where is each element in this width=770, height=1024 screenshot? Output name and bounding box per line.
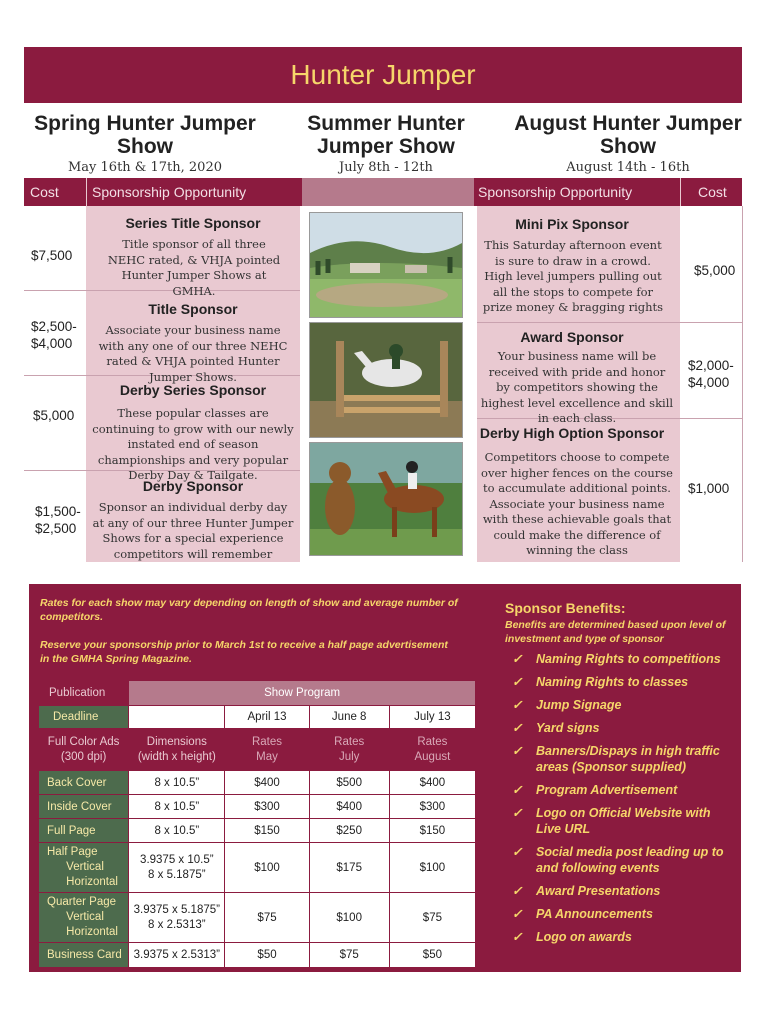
show-title-august: August Hunter Jumper Show xyxy=(514,112,742,158)
show-date-august: August 14th - 16th xyxy=(566,160,690,175)
right-cost-header: Cost xyxy=(698,184,727,200)
page-title: Hunter Jumper xyxy=(290,59,476,90)
check-icon: ✓ xyxy=(512,783,523,797)
ad-type-label: Quarter Page Vertical Horizontal xyxy=(39,893,129,943)
show-title-summer: Summer Hunter Jumper Show xyxy=(307,112,465,158)
landscape-photo xyxy=(309,212,463,318)
left-row-title: Derby Series Sponsor xyxy=(119,382,267,398)
reserve-note: Reserve your sponsorship prior to March 1st to receive a half page advertisement in the GMHA Spring Magazine. xyxy=(40,639,448,665)
check-icon: ✓ xyxy=(512,652,523,666)
ad-rate: $100 xyxy=(309,893,389,943)
benefit-item: ✓ Social media post leading up to and following events xyxy=(512,845,724,875)
left-row-title: Title Sponsor xyxy=(148,301,238,317)
photo-header-spacer xyxy=(302,178,474,206)
right-row-cost: $5,000 xyxy=(694,263,736,278)
rate-header: Rates May xyxy=(225,729,309,771)
ad-rate: $50 xyxy=(389,943,475,968)
ad-type-label: Full Page xyxy=(39,819,129,843)
check-icon: ✓ xyxy=(512,721,523,735)
ad-rate: $75 xyxy=(225,893,309,943)
right-opp-header: Sponsorship Opportunity xyxy=(478,184,633,200)
show-date-spring: May 16th & 17th, 2020 xyxy=(67,160,222,175)
rate-header: Rates August xyxy=(389,729,475,771)
ad-rate: $150 xyxy=(225,819,309,843)
ad-type-label: Back Cover xyxy=(39,771,129,795)
benefit-item: ✓ Logo on awards xyxy=(512,930,632,944)
dimensions-label: Dimensions (width x height) xyxy=(129,729,225,771)
horse-bear-photo xyxy=(309,442,463,556)
ad-rate: $400 xyxy=(389,771,475,795)
ad-rate: $300 xyxy=(225,795,309,819)
ad-rate: $75 xyxy=(309,943,389,968)
ad-rate: $100 xyxy=(225,843,309,893)
benefit-item: ✓ Award Presentations xyxy=(512,884,661,898)
ad-dims: 8 x 10.5” xyxy=(129,795,225,819)
deadline-cell: June 8 xyxy=(309,706,389,729)
left-row-desc: Associate your business name with any one of our three NEHC rated & VHJA pointed Hunter Jumper Shows. xyxy=(98,323,288,384)
benefit-item: ✓ Naming Rights to competitions xyxy=(512,652,721,666)
right-row-cost: $2,000- $4,000 xyxy=(688,358,734,390)
ad-dims: 8 x 10.5” xyxy=(129,771,225,795)
check-icon: ✓ xyxy=(512,744,523,758)
ad-dims: 3.9375 x 2.5313” xyxy=(129,943,225,968)
left-row-cost: $1,500- $2,500 xyxy=(35,504,81,536)
benefit-item: ✓ PA Announcements xyxy=(512,907,653,921)
left-opp-header: Sponsorship Opportunity xyxy=(92,184,247,200)
deadline-cell: July 13 xyxy=(389,706,475,729)
ad-rate: $50 xyxy=(225,943,309,968)
check-icon: ✓ xyxy=(512,907,523,921)
right-row-desc: Competitors choose to compete over higher fences on the course to accumulate additional points. Associate your business name with these achievable goals that could make the difference of winning the class xyxy=(481,450,673,557)
divider xyxy=(86,178,87,206)
left-row-cost: $5,000 xyxy=(33,408,75,423)
right-row-title: Derby High Option Sponsor xyxy=(479,425,665,441)
left-row-title: Series Title Sponsor xyxy=(125,215,261,231)
full-color-label: Full Color Ads (300 dpi) xyxy=(39,729,129,771)
show-program-label: Show Program xyxy=(129,681,476,706)
ad-rate: $150 xyxy=(389,819,475,843)
ad-rate: $75 xyxy=(389,893,475,943)
page-banner xyxy=(24,47,742,103)
ad-rate: $175 xyxy=(309,843,389,893)
ad-rate: $300 xyxy=(389,795,475,819)
rate-header: Rates July xyxy=(309,729,389,771)
ad-dims: 3.9375 x 10.5” 8 x 5.1875” xyxy=(129,843,225,893)
deadline-spacer xyxy=(129,706,225,729)
left-cost-header: Cost xyxy=(30,184,59,200)
right-row-desc: Your business name will be received with pride and honor by competitors showing the highest level excellence and skill in each class. xyxy=(480,349,674,425)
right-row-title: Award Sponsor xyxy=(520,329,624,345)
deadline-cell: April 13 xyxy=(225,706,309,729)
ad-type-label: Business Card xyxy=(39,943,129,968)
ad-rate: $400 xyxy=(309,795,389,819)
check-icon: ✓ xyxy=(512,806,523,820)
ad-rate: $400 xyxy=(225,771,309,795)
row-divider xyxy=(477,322,742,323)
right-border xyxy=(742,206,743,562)
left-row-cost: $2,500- $4,000 xyxy=(31,319,77,351)
left-row-desc: These popular classes are continuing to grow with our newly instated end of season championships and very popular Derby Day & Tailgate. xyxy=(92,406,294,482)
check-icon: ✓ xyxy=(512,930,523,944)
right-row-desc: This Saturday afternoon event is sure to draw in a crowd. High level jumpers pulling out all the stops to compete for prize money & bragging rights xyxy=(482,238,664,314)
ad-type-label: Half Page Vertical Horizontal xyxy=(39,843,129,893)
ad-dims: 8 x 10.5” xyxy=(129,819,225,843)
right-row-cost: $1,000 xyxy=(688,481,730,496)
publication-label: Publication xyxy=(39,681,129,706)
ad-rate: $250 xyxy=(309,819,389,843)
check-icon: ✓ xyxy=(512,675,523,689)
right-row-title: Mini Pix Sponsor xyxy=(515,216,629,232)
divider xyxy=(680,178,681,206)
benefits-list xyxy=(512,651,734,952)
rates-table xyxy=(38,680,476,968)
benefit-item: ✓ Banners/Dispays in high traffic areas (Sponsor supplied) xyxy=(512,744,720,774)
deadline-label: Deadline xyxy=(39,706,129,729)
show-date-summer: July 8th - 12th xyxy=(339,160,433,175)
left-row-cost: $7,500 xyxy=(31,248,73,263)
check-icon: ✓ xyxy=(512,845,523,859)
ad-dims: 3.9375 x 5.1875” 8 x 2.5313” xyxy=(129,893,225,943)
benefits-subtitle: Benefits are determined based upon level of investment and type of sponsor xyxy=(505,619,726,645)
benefit-item: ✓ Naming Rights to classes xyxy=(512,675,689,689)
benefit-item: ✓ Program Advertisement xyxy=(512,783,678,797)
left-row-desc: Title sponsor of all three NEHC rated, & VHJA pointed Hunter Jumper Shows at GMHA. xyxy=(107,237,281,298)
ad-type-label: Inside Cover xyxy=(39,795,129,819)
jumper-photo xyxy=(309,322,463,438)
ad-rate: $500 xyxy=(309,771,389,795)
check-icon: ✓ xyxy=(512,884,523,898)
left-row-title: Derby Sponsor xyxy=(142,478,244,494)
benefit-item: ✓ Logo on Official Website with Live URL xyxy=(512,806,711,836)
ad-rate: $100 xyxy=(389,843,475,893)
benefits-title: Sponsor Benefits: xyxy=(505,600,626,616)
check-icon: ✓ xyxy=(512,698,523,712)
left-row-desc: Sponsor an individual derby day at any of our three Hunter Jumper Shows for a special experience competitors will remember xyxy=(92,500,294,561)
rates-note: Rates for each show may vary depending on length of show and average number of competitors. xyxy=(40,597,458,623)
show-title-spring: Spring Hunter Jumper Show xyxy=(34,112,256,158)
benefit-item: ✓ Jump Signage xyxy=(512,698,622,712)
benefit-item: ✓ Yard signs xyxy=(512,721,600,735)
